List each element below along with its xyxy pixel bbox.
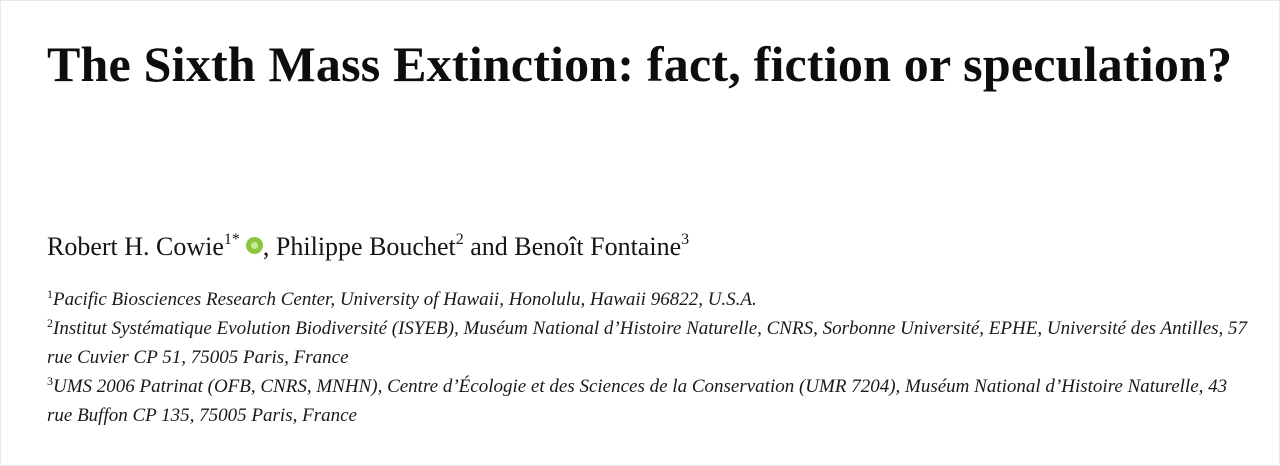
author-name: Robert H. Cowie bbox=[47, 232, 224, 261]
author-marker: 3 bbox=[681, 231, 690, 248]
author-marker: 1* bbox=[223, 231, 240, 248]
affiliation-marker: 1 bbox=[47, 287, 53, 301]
affiliation bbox=[47, 285, 1257, 314]
affiliation-text: Institut Systématique Evolution Biodiversité (ISYEB), Muséum National d’Histoire Naturelle, CNRS, Sorbonne Université, EPHE, Université des Antilles, 57 rue Cuvier CP 51, 75005 Paris, France bbox=[47, 318, 1248, 368]
author-separator: , bbox=[262, 232, 276, 261]
affiliation-marker: 2 bbox=[47, 316, 53, 330]
orcid-icon[interactable] bbox=[246, 237, 263, 254]
author-name: Benoît Fontaine bbox=[514, 232, 682, 261]
affiliation-text: UMS 2006 Patrinat (OFB, CNRS, MNHN), Centre d’Écologie et des Sciences de la Conservation (UMR 7204), Muséum National d’Histoire Naturelle, 43 rue Buffon CP 135, 75005 Paris, France bbox=[47, 376, 1228, 426]
affiliation-marker: 3 bbox=[47, 374, 53, 388]
affiliation bbox=[47, 314, 1257, 372]
author-list bbox=[47, 229, 689, 265]
affiliation-text: Pacific Biosciences Research Center, University of Hawaii, Honolulu, Hawaii 96822, U.S.A. bbox=[53, 289, 757, 310]
author-separator: and bbox=[463, 232, 515, 261]
paper-title: The Sixth Mass Extinction: fact, fiction or speculation? bbox=[47, 36, 1233, 92]
author-marker: 2 bbox=[455, 231, 464, 248]
affiliation-list bbox=[47, 285, 1257, 430]
affiliation bbox=[47, 372, 1257, 430]
author-name: Philippe Bouchet bbox=[275, 232, 456, 261]
